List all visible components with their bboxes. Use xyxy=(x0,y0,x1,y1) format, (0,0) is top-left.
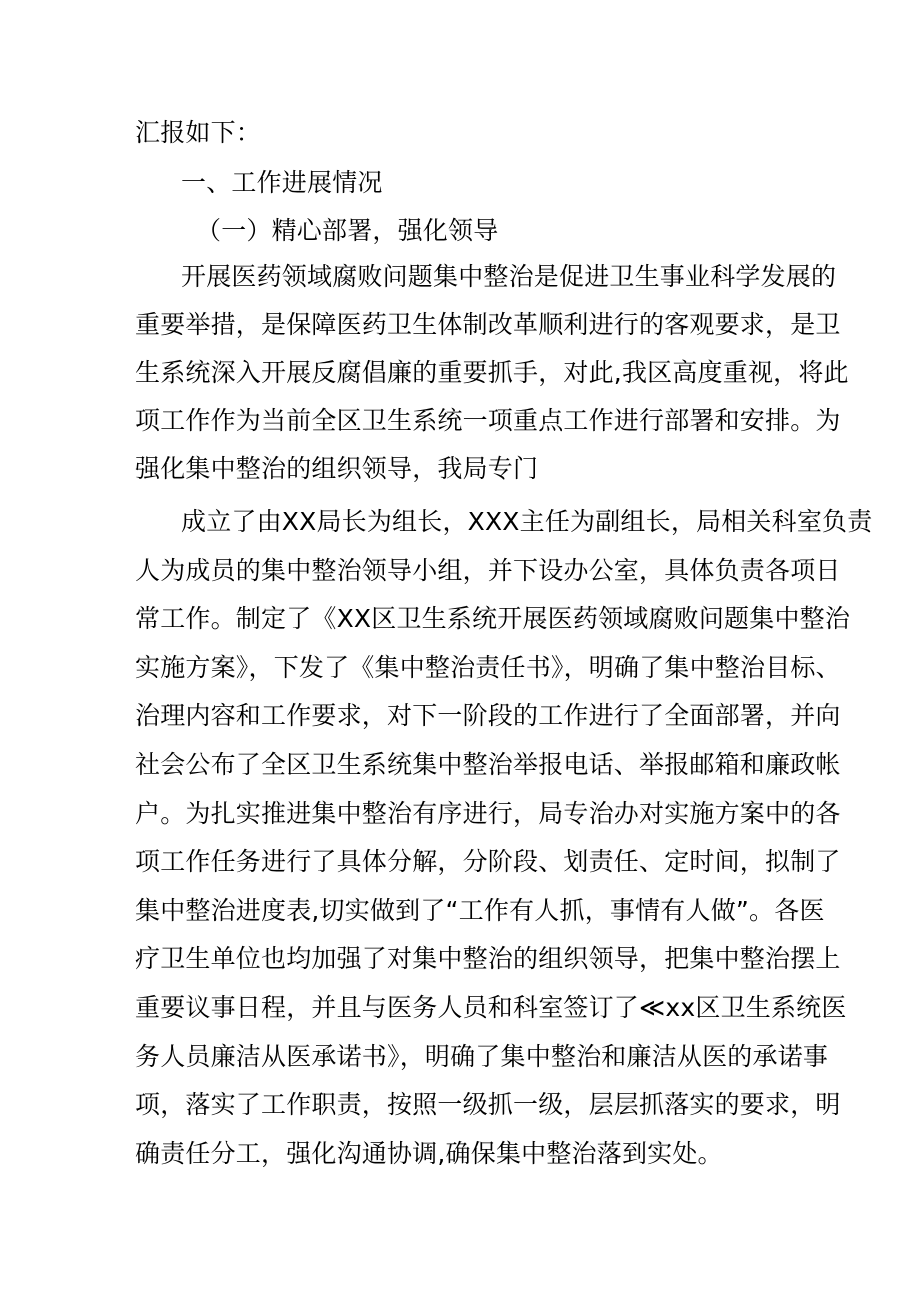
paragraph-1-line-2: 重要举措，是保障医药卫生体制改革顺利进行的客观要求，是卫 xyxy=(135,310,841,339)
paragraph-2-line-13: 项，落实了工作职责，按照一级抓一级，层层抓落实的要求，明 xyxy=(135,1090,841,1119)
paragraph-2-line-8: 项工作任务进行了具体分解，分阶段、划责任、定时间，拟制了 xyxy=(135,847,841,876)
paragraph-2-line-5: 治理内容和工作要求，对下一阶段的工作进行了全面部署，并向 xyxy=(135,701,841,730)
paragraph-2-line-12: 务人员廉洁从医承诺书》，明确了集中整治和廉洁从医的承诺事 xyxy=(135,1042,829,1071)
paragraph-2-line-2: 人为成员的集中整治领导小组，并下设办公室，具体负责各项日 xyxy=(135,556,841,585)
paragraph-1-line-1: 开展医药领域腐败问题集中整治是促进卫生事业科学发展的 xyxy=(181,262,837,291)
paragraph-2-line-9: 集中整治进度表,切实做到了“工作有人抓，事情有人做”。各医 xyxy=(135,896,825,925)
paragraph-2-line-10: 疗卫生单位也均加强了对集中整治的组织领导，把集中整治摆上 xyxy=(135,944,841,973)
paragraph-2-line-3: 常工作。制定了《XX区卫生系统开展医药领域腐败问题集中整治 xyxy=(135,604,851,633)
paragraph-1-line-5: 强化集中整治的组织领导，我局专门 xyxy=(135,454,539,483)
intro-line-line-1: 汇报如下： xyxy=(135,118,262,147)
subsection-heading-line-1: （一）精心部署，强化领导 xyxy=(196,216,499,245)
paragraph-2-line-14: 确责任分工，强化沟通协调,确保集中整治落到实处。 xyxy=(135,1139,723,1168)
paragraph-2-line-4: 实施方案》，下发了《集中整治责任书》，明确了集中整治目标、 xyxy=(135,653,841,682)
paragraph-2-line-6: 社会公布了全区卫生系统集中整治举报电话、举报邮箱和廉政帐 xyxy=(135,750,841,779)
paragraph-1-line-4: 项工作作为当前全区卫生系统一项重点工作进行部署和安排。为 xyxy=(135,406,841,435)
section-heading-line-1: 一、工作进展情况 xyxy=(181,168,383,197)
paragraph-2-line-1: 成立了由XX局长为组长，XXX主任为副组长，局相关科室负责 xyxy=(181,507,873,536)
paragraph-2-line-11: 重要议事日程，并且与医务人员和科室签订了≪xx区卫生系统医 xyxy=(135,993,847,1022)
paragraph-2-line-7: 户。为扎实推进集中整治有序进行，局专治办对实施方案中的各 xyxy=(135,799,841,828)
paragraph-1-line-3: 生系统深入开展反腐倡廉的重要抓手，对此,我区高度重视，将此 xyxy=(135,358,849,387)
